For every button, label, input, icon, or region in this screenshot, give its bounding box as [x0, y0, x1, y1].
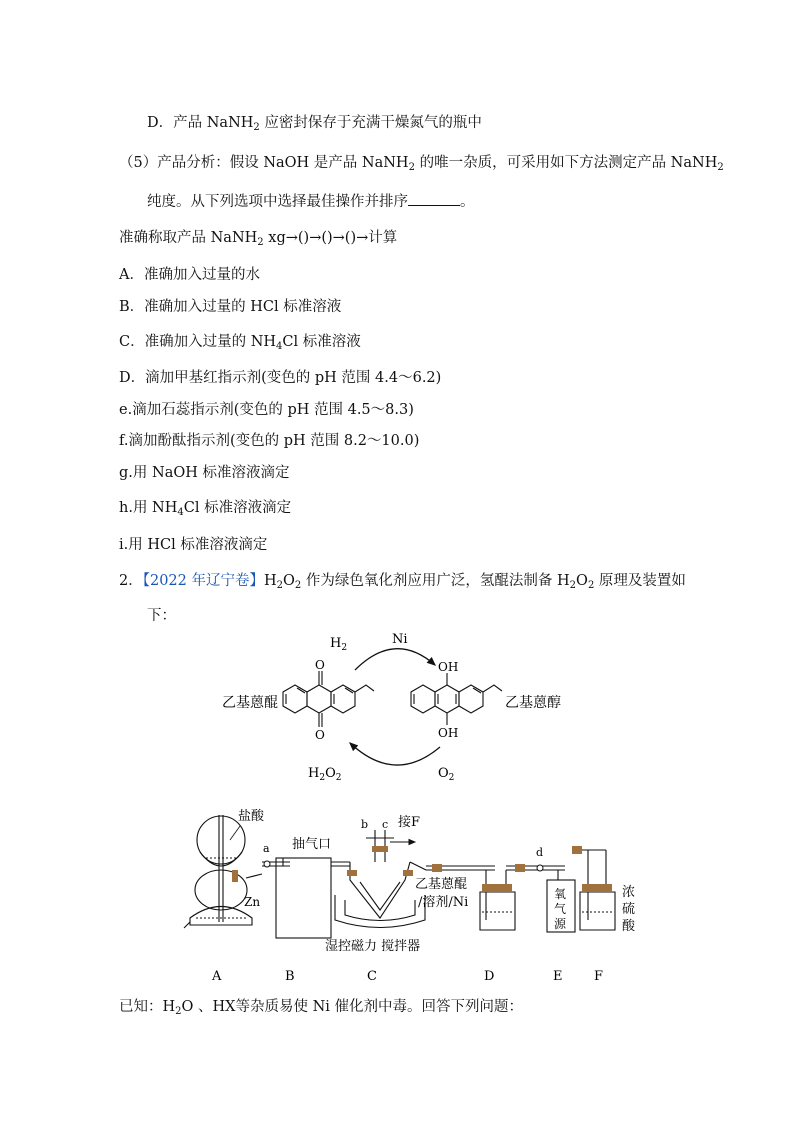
- zn-label: Zn: [244, 895, 261, 909]
- bottle-f-stopper: [582, 884, 612, 892]
- oxygen-char-2: 气: [554, 902, 567, 916]
- option-h: h.用 $NH_4Cl$ 标准溶液滴定: [119, 500, 292, 518]
- alcohol-oh-top: OH: [438, 660, 459, 674]
- question-2-line2: 下：: [147, 608, 176, 624]
- hcl-label: 盐酸: [238, 809, 265, 824]
- kipp-generator: [184, 815, 262, 928]
- ni-label: Ni: [392, 632, 408, 647]
- left-molecule-name: 乙基蒽醌: [222, 695, 278, 711]
- label-c: C: [367, 969, 377, 984]
- bottom-arrow: [350, 743, 440, 765]
- wash-bottle-d: [480, 870, 515, 930]
- flask-stopper-mid: [372, 846, 388, 852]
- option-c: C．准确加入过量的 $NH_4Cl$ 标准溶液: [119, 334, 361, 352]
- option-e: e.滴加石蕊指示剂(变色的 pH 范围 4.5～8.3): [119, 402, 414, 418]
- option-b: B．准确加入过量的 HCl 标准溶液: [119, 299, 342, 315]
- reagent-label-1: 乙基蒽醌: [415, 877, 468, 892]
- reaction-scheme: [220, 625, 590, 790]
- apparatus-diagram: [170, 800, 650, 990]
- acid-char-3: 酸: [622, 919, 636, 934]
- reagent-label-2: /溶剂/Ni: [418, 895, 469, 910]
- acid-char-1: 浓: [622, 885, 636, 900]
- question-5-line1: （5）产品分析：假设 NaOH 是产品 NaNH$_2$ 的唯一杂质，可采用如下方法测定产品 NaNH$_2$: [119, 155, 724, 173]
- option-d: D．滴加甲基红指示剂(变色的 pH 范围 4.4～6.2): [119, 370, 442, 386]
- option-d-storage: D．产品 NaNH$_2$ 应密封保存于充满干燥氮气的瓶中: [147, 115, 482, 133]
- flask-stopper-left: [347, 870, 357, 876]
- option-a: A．准确加入过量的水: [119, 267, 260, 283]
- right-molecule-name: 乙基蒽醇: [505, 695, 561, 711]
- weigh-sequence: 准确称取产品 NaNH$_2$ xg→()→()→()→计算: [119, 230, 398, 248]
- valve-a-label: a: [263, 842, 270, 855]
- label-e: E: [553, 969, 563, 984]
- known-conditions: 已知：$H_2O$ 、HX等杂质易使 Ni 催化剂中毒。回答下列问题：: [119, 999, 524, 1017]
- quinone-o-top: O: [315, 658, 325, 672]
- oxygen-char-1: 氧: [554, 887, 567, 901]
- label-f: F: [594, 969, 604, 984]
- flask-stopper-right: [403, 870, 413, 876]
- anthraquinone-structure: [283, 671, 374, 727]
- label-b: B: [285, 969, 295, 984]
- alcohol-oh-bottom: OH: [438, 726, 459, 740]
- h2o2-label: $H_2O_2$: [308, 766, 342, 783]
- anthrahydroquinone-structure: [411, 673, 502, 725]
- bottle-d-stopper: [482, 884, 512, 892]
- outlet-label: 抽气口: [292, 837, 332, 852]
- answer-blank[interactable]: [408, 191, 460, 206]
- option-i: i.用 HCl 标准溶液滴定: [119, 537, 268, 553]
- kipp-stopper: [232, 870, 238, 882]
- valve-d-label: d: [536, 846, 544, 859]
- option-f: f.滴加酚酞指示剂(变色的 pH 范围 8.2～10.0): [119, 433, 420, 449]
- to-f-label: 接F: [398, 815, 421, 830]
- vessel-b: [276, 858, 331, 938]
- label-d: D: [484, 969, 495, 984]
- o2-label: $O_2$: [438, 766, 455, 783]
- label-a: A: [212, 969, 222, 984]
- h2-label: $H_2$: [330, 636, 348, 653]
- valve-b-label: b: [361, 818, 369, 831]
- question-2-line1: 2．【2022 年辽宁卷】$H_2O_2$ 作为绿色氧化剂应用广泛，氢醌法制备 $H_2O_2$ 原理及装置如: [119, 573, 686, 591]
- quinone-o-bottom: O: [315, 728, 325, 742]
- top-arrow: [355, 649, 435, 670]
- three-neck-flask: [335, 840, 426, 928]
- acid-char-2: 硫: [622, 902, 636, 917]
- question-5-line2: 纯度。从下列选项中选择最佳操作并排序 。: [147, 191, 475, 212]
- stirrer-label: 湿控磁力 搅拌器: [325, 939, 421, 954]
- valve-c-label: c: [382, 818, 389, 831]
- oxygen-char-3: 源: [554, 917, 567, 931]
- option-g: g.用 NaOH 标准溶液滴定: [119, 465, 290, 481]
- question-source: 【2022 年辽宁卷】: [142, 573, 264, 589]
